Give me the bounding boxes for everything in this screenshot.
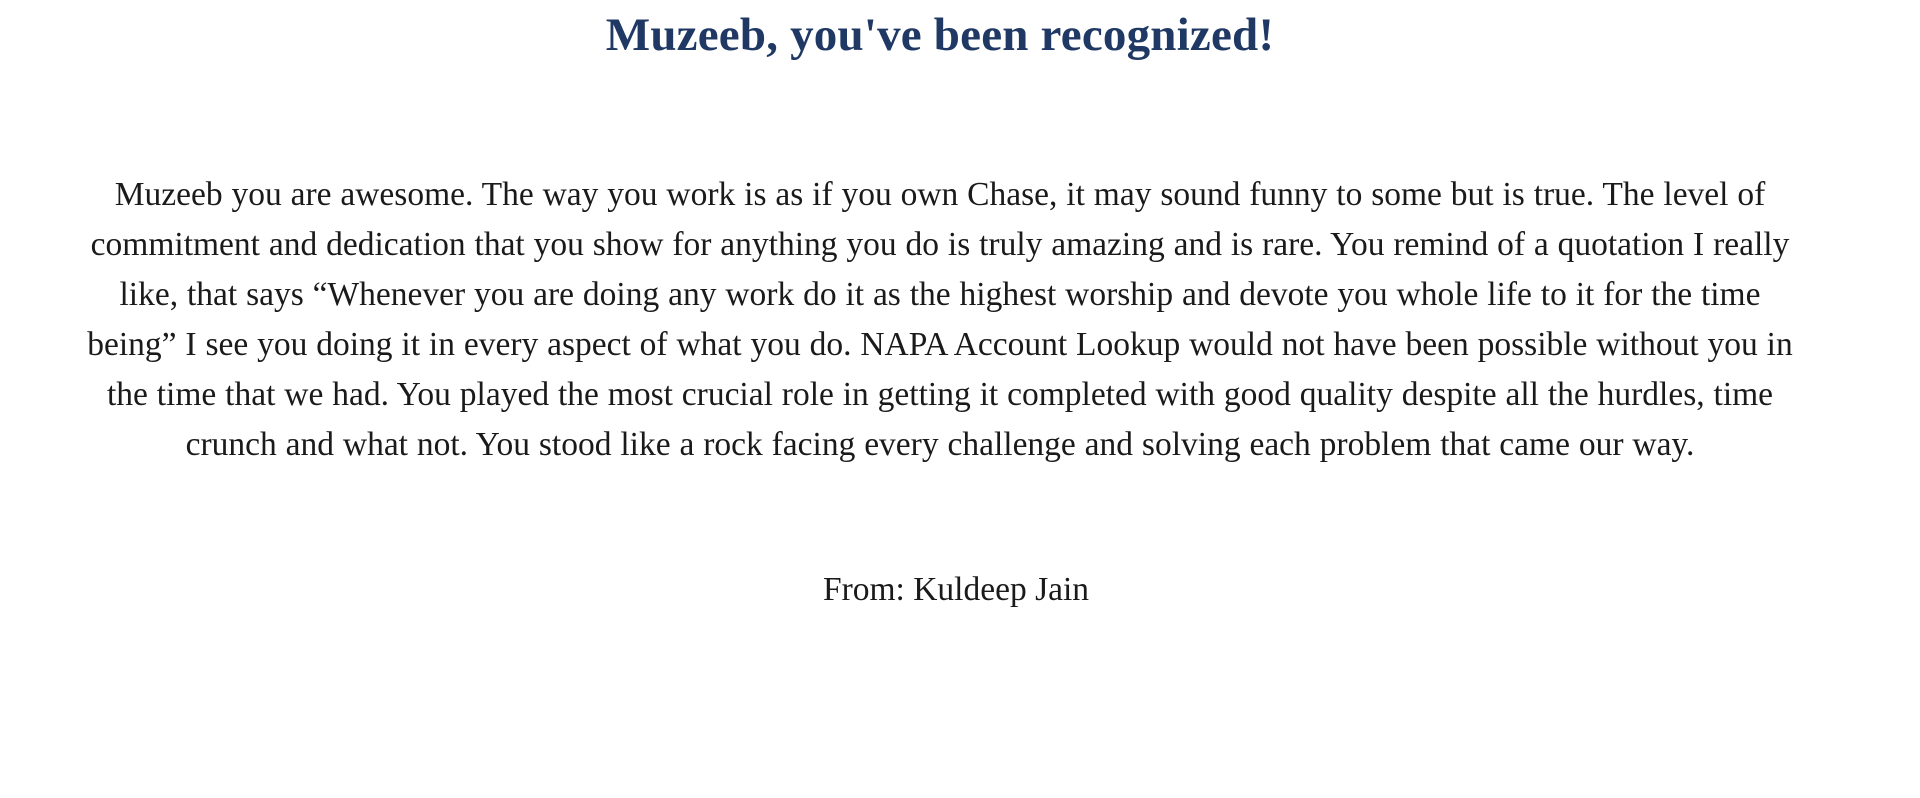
signature-block bbox=[0, 470, 1920, 612]
recognition-message: Muzeeb you are awesome. The way you work is as if you own Chase, it may sound funny to some but is true. The level of commitment and dedication that you show for anything you do is truly amazing and is rare. You remind of a quotation I really like, that says “Whenever you are doing any work do it as the highest worship and devote you whole life to it for the time being” I see you doing it in every aspect of what you do. NAPA Account Lookup would not have been possible without you in the time that we had. You played the most crucial role in getting it completed with good quality despite all the hurdles, time crunch and what not. You stood like a rock facing every challenge and solving each problem that came our way. bbox=[87, 175, 1793, 463]
right-margin bbox=[1880, 0, 1920, 798]
recognition-message-block bbox=[80, 62, 1800, 470]
signature-line: From: Kuldeep Jain bbox=[822, 570, 1090, 608]
page-title: Muzeeb, you've been recognized! bbox=[605, 9, 1275, 61]
